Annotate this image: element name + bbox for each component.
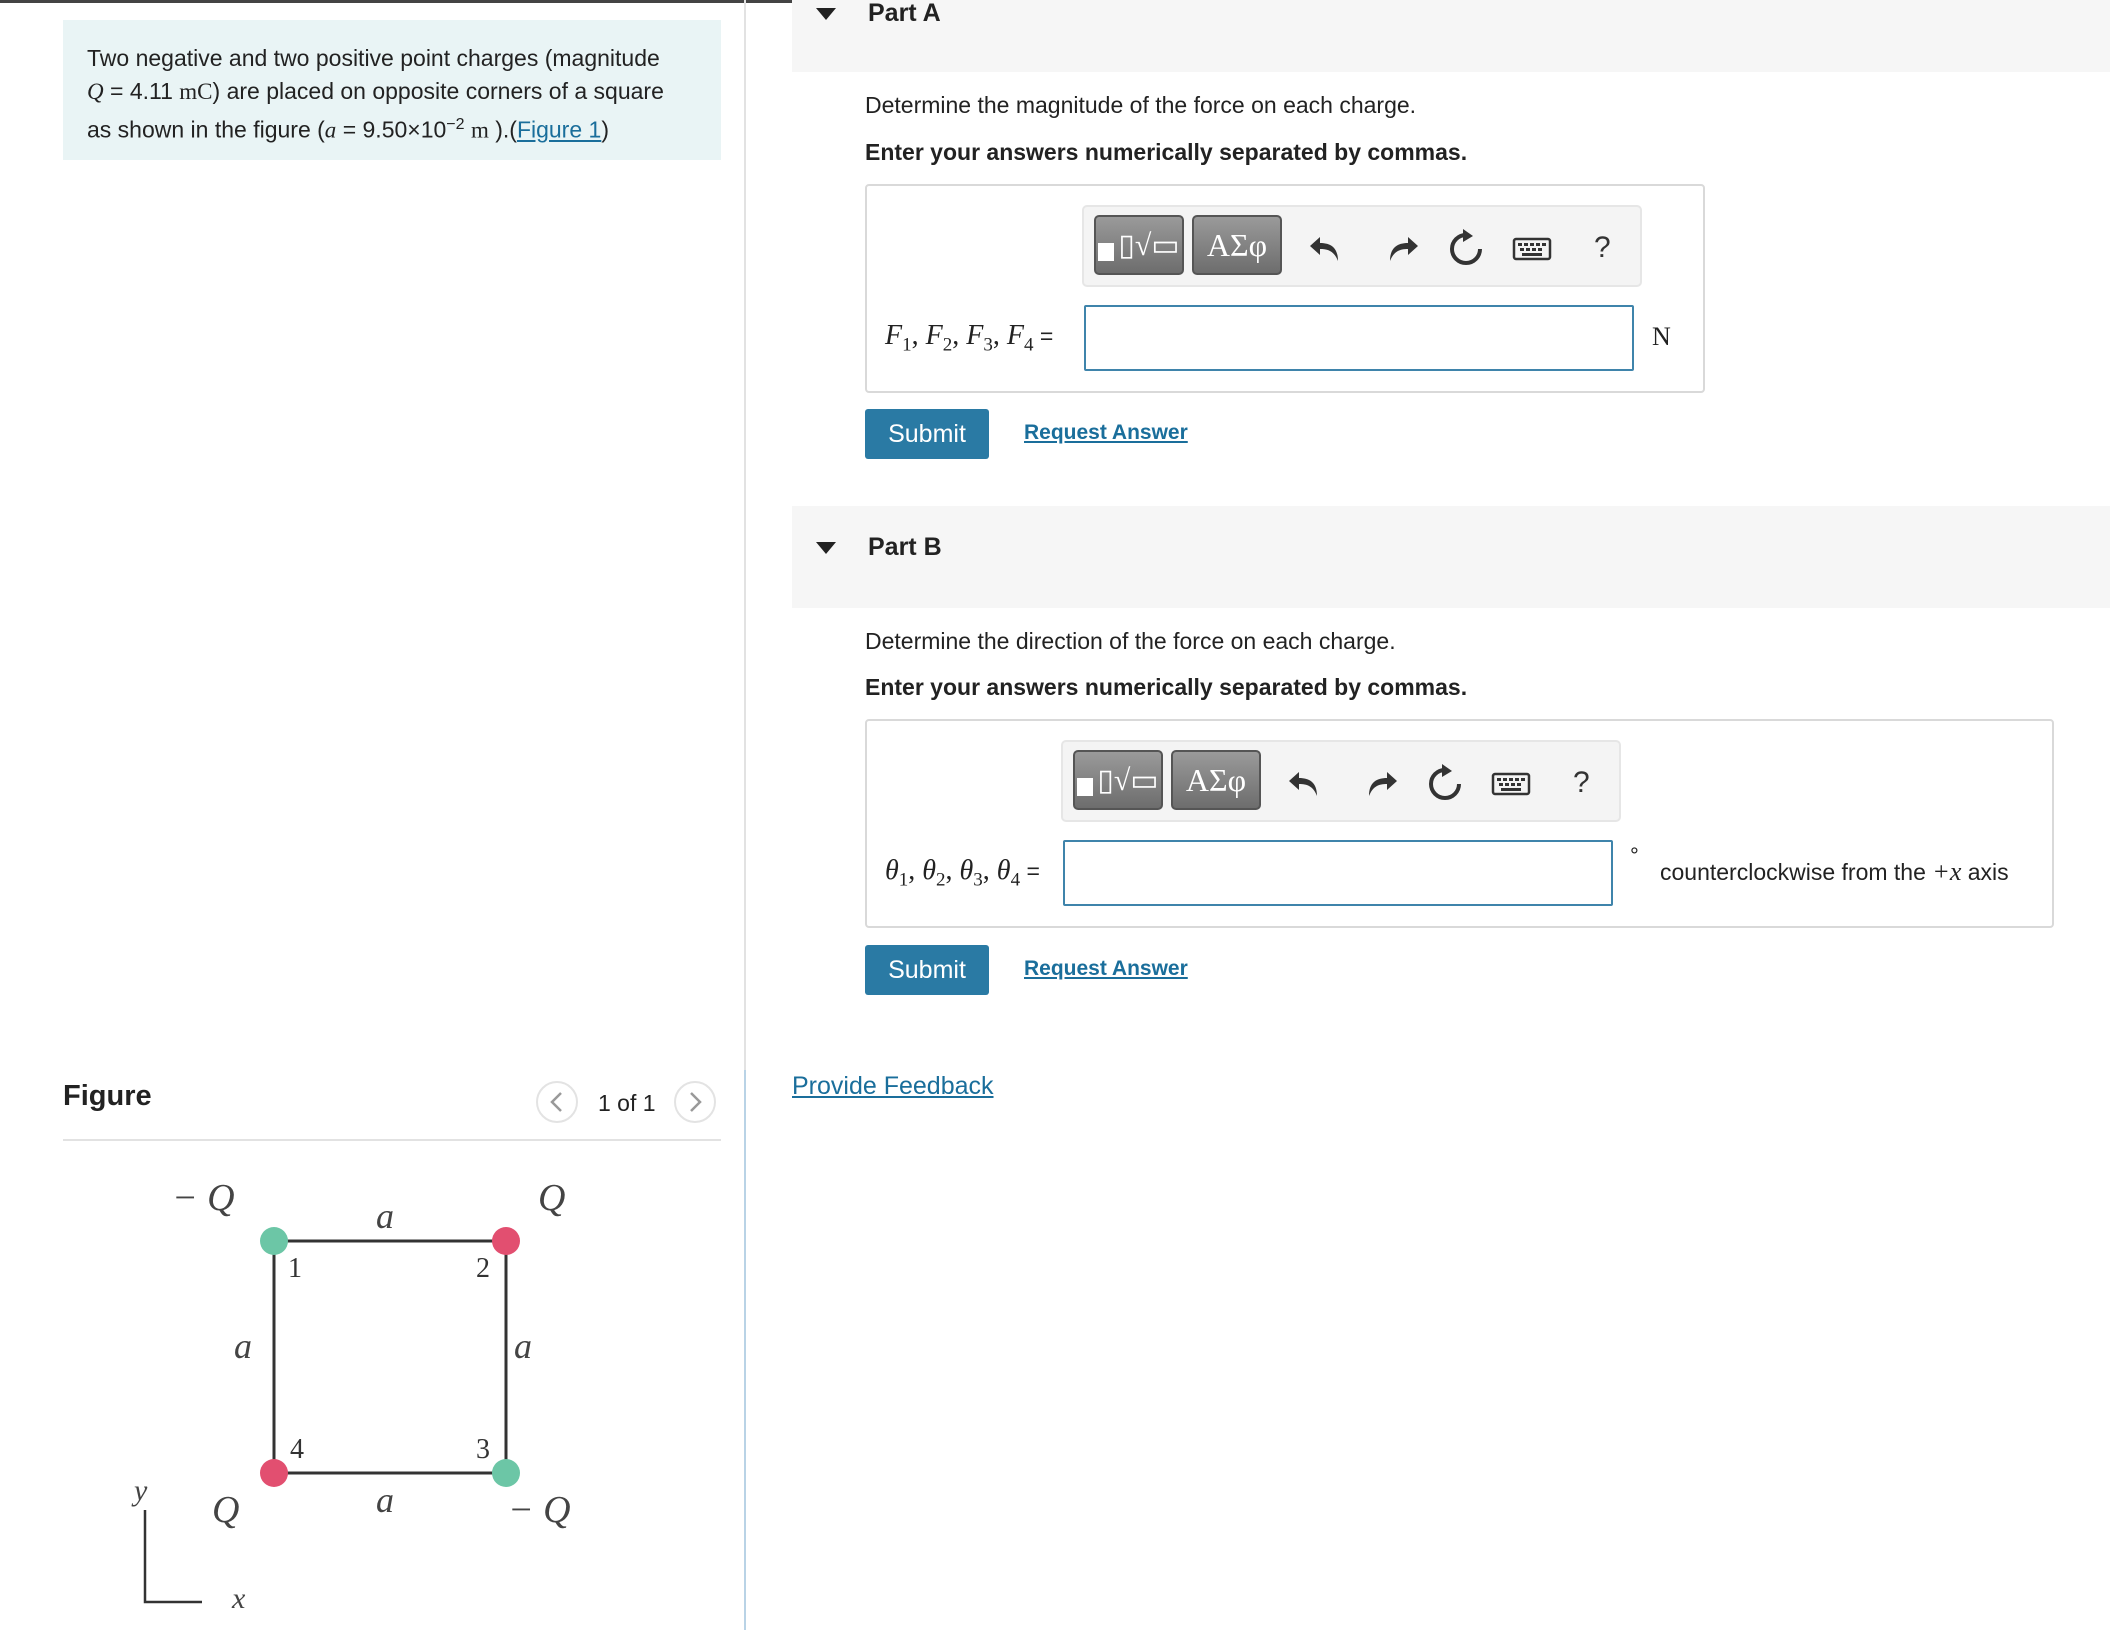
chevron-right-icon [686, 1091, 704, 1113]
part-a-answer-input[interactable] [1084, 305, 1634, 371]
unit-axis: +x [1932, 857, 1962, 886]
label-separator: , [952, 320, 967, 351]
undo-icon[interactable] [1287, 764, 1327, 804]
label-separator: , [911, 320, 926, 351]
part-b-label [885, 855, 1040, 892]
label-separator: , [908, 855, 923, 886]
label-symbol: θ [885, 855, 899, 886]
label-separator: , [992, 320, 1007, 351]
part-b-instruction: Enter your answers numerically separated by commas. [865, 674, 1468, 700]
problem-statement [63, 20, 721, 160]
part-a-math-toolbar [1082, 205, 1642, 287]
label-equals: = [1033, 323, 1054, 349]
axis-label-x: x [232, 1582, 246, 1615]
label-separator: , [982, 855, 997, 886]
label-symbol: θ [922, 855, 937, 886]
figure-title: Figure [63, 1080, 152, 1112]
part-a-unit: N [1652, 322, 1671, 351]
q-value: = 4.11 [110, 78, 173, 104]
charge-3-negative [492, 1459, 520, 1487]
axis-label-y: y [134, 1474, 148, 1507]
part-a-title: Part A [868, 0, 941, 27]
a-value: = 9.50×10 [342, 116, 447, 143]
degree-symbol: ° [1630, 843, 1639, 868]
fraction-root-template-icon [1077, 778, 1093, 796]
q-unit: mC [179, 79, 213, 104]
side-label-left: a [234, 1326, 252, 1366]
label-separator: , [945, 855, 960, 886]
problem-text: ) are placed on opposite corners of a square [212, 78, 664, 104]
label-subscript: 4 [1010, 869, 1021, 891]
label-symbol: F [885, 320, 903, 351]
part-a-question: Determine the magnitude of the force on each charge. [865, 92, 1417, 118]
label-symbol: F [966, 320, 984, 351]
charge-label-3: − Q [508, 1489, 571, 1531]
q-symbol: Q [87, 79, 104, 104]
charges-square-figure [120, 1160, 640, 1620]
keyboard-icon[interactable] [1512, 229, 1552, 269]
redo-icon[interactable] [1359, 764, 1399, 804]
templates-button[interactable] [1073, 750, 1163, 810]
root-glyph: ▯√▭ [1118, 228, 1180, 262]
side-label-right: a [514, 1326, 532, 1366]
charge-1-negative [260, 1227, 288, 1255]
charge-2-positive [492, 1227, 520, 1255]
label-subscript: 3 [983, 334, 993, 356]
label-equals: = [1020, 858, 1040, 884]
square-outline [274, 1241, 506, 1473]
part-a-answer-box [865, 184, 1705, 393]
problem-text: Two negative and two positive point charges (magnitude [87, 45, 660, 71]
corner-number-2: 2 [476, 1253, 490, 1284]
axes [145, 1510, 202, 1602]
label-symbol: F [925, 320, 943, 351]
redo-icon[interactable] [1380, 229, 1420, 269]
figure-prev-button[interactable] [536, 1081, 578, 1123]
part-a-instruction: Enter your answers numerically separated by commas. [865, 139, 1468, 165]
label-subscript: 2 [942, 334, 953, 356]
templates-button[interactable] [1094, 215, 1184, 275]
corner-number-3: 3 [476, 1434, 490, 1465]
help-button[interactable]: ? [1594, 231, 1611, 264]
part-b-header[interactable] [792, 506, 2110, 608]
part-a-collapse-icon[interactable] [816, 8, 836, 20]
label-symbol: θ [959, 855, 974, 886]
problem-text: ) [601, 116, 609, 143]
charge-label-1: − Q [172, 1177, 235, 1219]
label-symbol: θ [996, 855, 1011, 886]
problem-text: ).( [495, 116, 517, 143]
reset-icon[interactable] [1446, 229, 1486, 269]
part-a-label [885, 320, 1053, 357]
panel-divider-accent [744, 1070, 746, 1630]
corner-number-1: 1 [288, 1253, 302, 1284]
root-glyph: ▯√▭ [1097, 763, 1159, 797]
unit-text: counterclockwise from the [1660, 859, 1926, 885]
part-a-request-answer-link[interactable]: Request Answer [1024, 421, 1188, 444]
label-symbol: F [1006, 320, 1024, 351]
a-unit: m [470, 117, 489, 143]
part-b-collapse-icon[interactable] [816, 542, 836, 554]
provide-feedback-link[interactable]: Provide Feedback [792, 1072, 994, 1100]
a-exponent: −2 [446, 116, 465, 133]
part-a-header[interactable] [792, 0, 2110, 72]
label-subscript: 4 [1023, 334, 1034, 356]
part-b-unit [1660, 857, 2009, 887]
a-symbol: a [324, 117, 337, 143]
reset-icon[interactable] [1425, 764, 1465, 804]
part-b-math-toolbar [1061, 740, 1621, 822]
greek-symbols-button[interactable]: ΑΣφ [1192, 215, 1282, 275]
charge-4-positive [260, 1459, 288, 1487]
problem-text: as shown in the figure ( [87, 116, 325, 143]
figure-divider [63, 1139, 721, 1141]
unit-text: axis [1967, 859, 2009, 885]
part-b-request-answer-link[interactable]: Request Answer [1024, 957, 1188, 980]
label-subscript: 3 [973, 869, 983, 891]
label-subscript: 1 [898, 869, 909, 891]
side-label-top: a [376, 1196, 394, 1236]
corner-number-4: 4 [290, 1434, 304, 1465]
part-b-answer-box [865, 719, 2054, 928]
chevron-left-icon [548, 1091, 566, 1113]
part-b-question: Determine the direction of the force on each charge. [865, 628, 1396, 654]
label-subscript: 2 [936, 869, 946, 891]
part-b-submit-button[interactable]: Submit [865, 945, 989, 995]
figure-next-button[interactable] [674, 1081, 716, 1123]
part-b-title: Part B [868, 533, 942, 561]
fraction-root-template-icon [1098, 243, 1114, 261]
help-button[interactable]: ? [1573, 766, 1590, 799]
figure-link[interactable]: Figure 1 [516, 116, 602, 143]
label-subscript: 1 [902, 334, 912, 356]
charge-label-2: Q [538, 1177, 566, 1219]
undo-icon[interactable] [1308, 229, 1348, 269]
charge-label-4: Q [212, 1489, 240, 1531]
side-label-bottom: a [376, 1480, 394, 1520]
greek-symbols-button[interactable]: ΑΣφ [1171, 750, 1261, 810]
part-a-submit-button[interactable]: Submit [865, 409, 989, 459]
part-b-answer-input[interactable] [1063, 840, 1613, 906]
figure-pager-text: 1 of 1 [598, 1090, 656, 1116]
keyboard-icon[interactable] [1491, 764, 1531, 804]
